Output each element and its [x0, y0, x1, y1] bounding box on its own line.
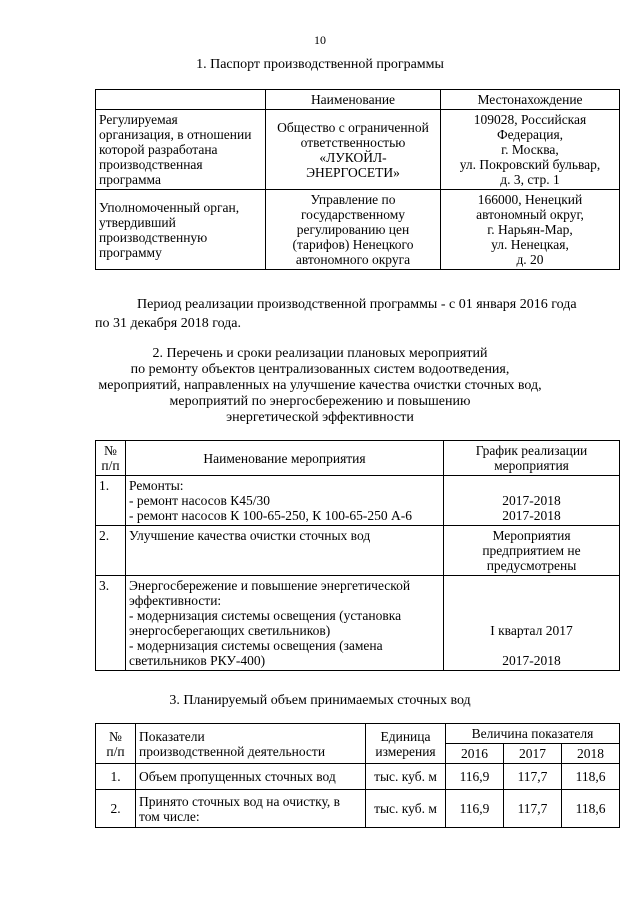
table-header-row	[96, 441, 620, 476]
value-cell: 117,7	[504, 764, 562, 790]
wastewater-table	[95, 723, 620, 828]
year-cell: 2018	[562, 744, 620, 764]
value-cell: 116,9	[446, 764, 504, 790]
section3-title: 3. Планируемый объем принимаемых сточных вод	[169, 693, 471, 708]
measures-table	[95, 440, 620, 671]
period-paragraph: Период реализации производственной программы - с 01 января 2016 года по 31 декабря 2018 года.	[95, 297, 577, 331]
unit-cell: тыс. куб. м	[366, 790, 446, 828]
indicator-name: Объем пропущенных сточных вод	[136, 764, 366, 790]
section2-title: 2. Перечень и сроки реализации плановых мероприятий по ремонту объектов централизованных систем водоотведения, мероприятий, направленных на улучшение качества очистки сточных вод, мероприятий по энергосбережению и повышению энергетической эффективности	[98, 346, 542, 425]
measure-name: Ремонты: - ремонт насосов К45/30 - ремонт насосов К 100-65-250, К 100-65-250 А-6	[126, 476, 444, 526]
header-cell: Единица измерения	[366, 724, 446, 764]
row-number: 2.	[96, 790, 136, 828]
table-header-row	[96, 90, 620, 110]
organization-name: Общество с ограниченной ответственностью «ЛУКОЙЛ- ЭНЕРГОСЕТИ»	[266, 110, 441, 190]
row-number: 1.	[96, 476, 126, 526]
table-row	[96, 526, 620, 576]
table-row	[96, 190, 620, 270]
row-number: 2.	[96, 526, 126, 576]
measure-schedule: I квартал 2017 2017-2018	[444, 576, 620, 671]
year-cell: 2016	[446, 744, 504, 764]
organization-location: 109028, Российская Федерация, г. Москва, ул. Покровский бульвар, д. 3, стр. 1	[441, 110, 620, 190]
measure-schedule: Мероприятия предприятием не предусмотрены	[444, 526, 620, 576]
header-cell: Наименование мероприятия	[126, 441, 444, 476]
section1-title: 1. Паспорт производственной программы	[196, 57, 444, 72]
value-cell: 117,7	[504, 790, 562, 828]
table-row	[96, 110, 620, 190]
table-row	[96, 790, 620, 828]
row-label: Уполномоченный орган, утвердивший производственную программу	[96, 190, 266, 270]
authority-name: Управление по государственному регулированию цен (тарифов) Ненецкого автономного округа	[266, 190, 441, 270]
header-cell: № п/п	[96, 441, 126, 476]
indicator-name: Принято сточных вод на очистку, в том числе:	[136, 790, 366, 828]
header-cell: Местонахождение	[441, 90, 620, 110]
measure-name: Улучшение качества очистки сточных вод	[126, 526, 444, 576]
header-cell: Показатели производственной деятельности	[136, 724, 366, 764]
table-row	[96, 764, 620, 790]
header-cell	[96, 90, 266, 110]
row-label: Регулируемая организация, в отношении которой разработана производственная программа	[96, 110, 266, 190]
header-cell: Величина показателя	[446, 724, 620, 744]
measure-schedule: 2017-2018 2017-2018	[444, 476, 620, 526]
value-cell: 118,6	[562, 790, 620, 828]
table-header-row	[96, 724, 620, 744]
year-cell: 2017	[504, 744, 562, 764]
header-cell: График реализации мероприятия	[444, 441, 620, 476]
measure-name: Энергосбережение и повышение энергетической эффективности: - модернизация системы освещения (установка энергосберегающих светильников) - модернизация системы освещения (замена светильников РКУ-400)	[126, 576, 444, 671]
page-number: 10	[314, 33, 326, 47]
authority-location: 166000, Ненецкий автономный округ, г. Нарьян-Мар, ул. Ненецкая, д. 20	[441, 190, 620, 270]
table-row	[96, 576, 620, 671]
header-cell: № п/п	[96, 724, 136, 764]
value-cell: 118,6	[562, 764, 620, 790]
header-cell: Наименование	[266, 90, 441, 110]
passport-table	[95, 89, 620, 270]
row-number: 1.	[96, 764, 136, 790]
row-number: 3.	[96, 576, 126, 671]
unit-cell: тыс. куб. м	[366, 764, 446, 790]
table-row	[96, 476, 620, 526]
value-cell: 116,9	[446, 790, 504, 828]
